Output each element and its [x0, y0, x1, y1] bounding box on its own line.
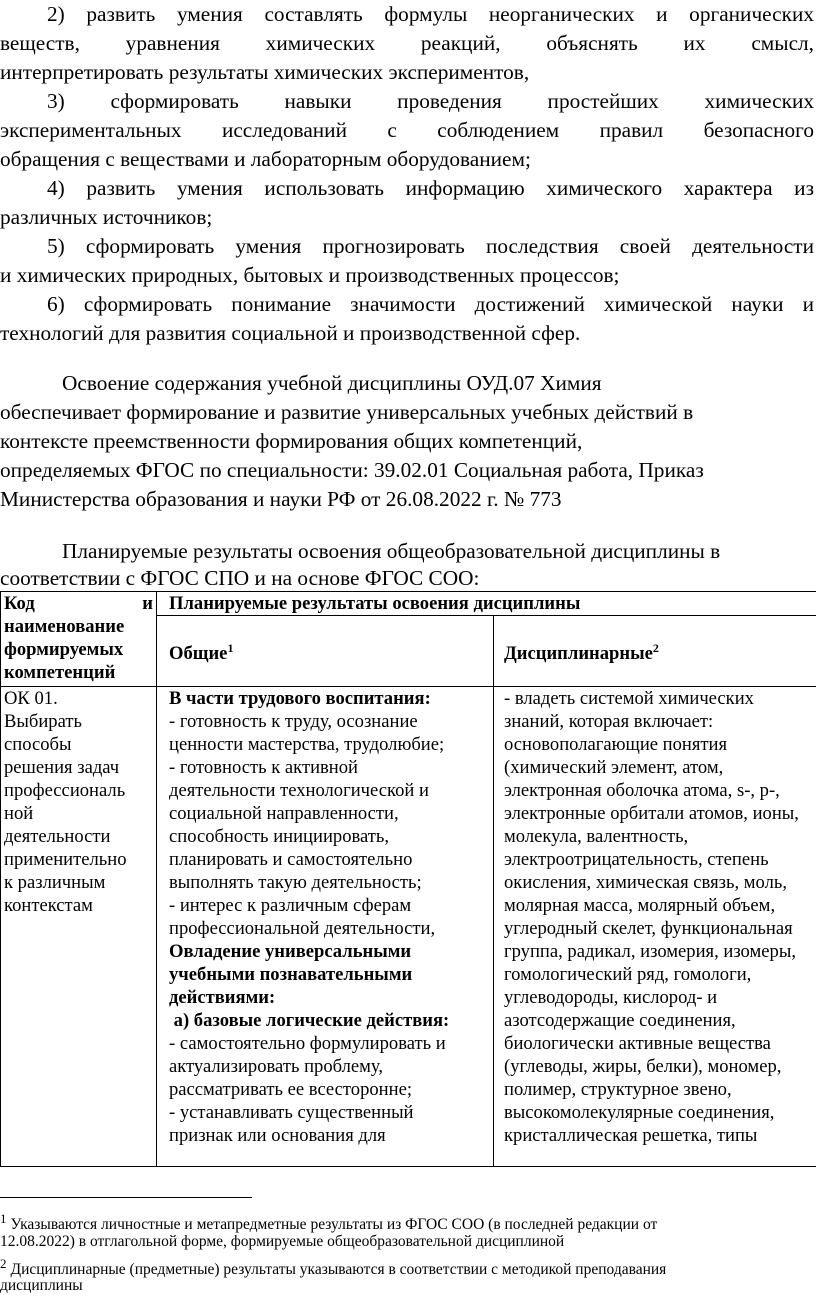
competence-line: решения задач: [4, 757, 120, 778]
goal-line: 2) развить умения составлять формулы неорганических и органических: [47, 2, 814, 26]
discipline-line: углеводороды, кислород- и: [504, 987, 718, 1008]
discipline-line: молярная масса, молярный объем,: [504, 895, 776, 916]
general-line: признак или основания для: [169, 1125, 386, 1146]
general-line: а) базовые логические действия:: [169, 1010, 450, 1031]
discipline-line: электронная оболочка атома, s-, p-,: [504, 780, 780, 801]
footnote-2-continuation: дисциплины: [0, 1277, 83, 1294]
competence-line: к различным: [4, 872, 106, 893]
footnote-2-number: 2: [0, 1256, 7, 1271]
general-line: планировать и самостоятельно: [169, 849, 413, 870]
competence-line: профессиональ: [4, 780, 126, 801]
general-line: профессиональной деятельности,: [169, 918, 436, 939]
footnote-1-number: 1: [0, 1211, 7, 1226]
discipline-header: Дисциплинарные: [504, 643, 653, 664]
discipline-line: знаний, которая включает:: [504, 711, 714, 732]
general-line: - интерес к различным сферам: [169, 895, 412, 916]
intro-line: обеспечивает формирование и развитие универсальных учебных действий в: [0, 400, 694, 424]
footnote-1-text: Указываются личностные и метапредметные результаты из ФГОС СОО (в последней редакции от: [10, 1216, 658, 1233]
competence-header-first-line: [4, 592, 153, 615]
discipline-line: основополагающие понятия: [504, 734, 728, 755]
general-line: способность инициировать,: [169, 826, 390, 847]
general-line: действиями:: [169, 987, 276, 1008]
intro-line: определяемых ФГОС по специальности: 39.02.01 Социальная работа, Приказ: [0, 458, 704, 482]
discipline-results-cell: [494, 687, 816, 1167]
goal-line: веществ, уравнения химических реакций, объяснять их смысл,: [0, 31, 814, 55]
goal-line: 5) сформировать умения прогнозировать последствия своей деятельности: [47, 234, 814, 258]
footnote-ref-2: 2: [652, 641, 659, 655]
intro-line: Министерства образования и науки РФ от 26.08.2022 г. № 773: [0, 487, 562, 511]
discipline-line: кристаллическая решетка, типы: [504, 1125, 758, 1146]
competence-line: применительно: [4, 849, 127, 870]
discipline-header-cell: [494, 616, 816, 687]
general-header: Общие: [169, 643, 228, 664]
goal-line: обращения с веществами и лабораторным оборудованием;: [0, 147, 531, 171]
results-table: [0, 591, 816, 1167]
general-results-cell: [157, 687, 494, 1167]
competence-line: способы: [4, 734, 72, 755]
discipline-line: группа, радикал, изомерия, изомеры,: [504, 941, 796, 962]
competence-header-word: и: [142, 593, 153, 614]
goal-line: экспериментальных исследований с соблюдением правил безопасного: [0, 118, 814, 142]
footnote-separator: [0, 1197, 252, 1198]
competence-line: контекстам: [4, 895, 93, 916]
intro-line: контексте преемственности формирования общих компетенций,: [0, 429, 583, 453]
discipline-line: биологически активные вещества: [504, 1033, 771, 1054]
general-line: учебными познавательными: [169, 964, 413, 985]
general-line: - самостоятельно формулировать и: [169, 1033, 446, 1054]
goal-line: интерпретировать результаты химических экспериментов,: [0, 60, 530, 84]
competence-header-line: компетенций: [4, 662, 116, 683]
results-header: Планируемые результаты освоения дисциплины: [169, 593, 581, 614]
general-line: Овладение универсальными: [169, 941, 412, 962]
intro-line: Освоение содержания учебной дисциплины ОУД.07 Химия: [62, 371, 602, 395]
discipline-line: азотсодержащие соединения,: [504, 1010, 736, 1031]
footnote-1-continuation: 12.08.2022) в отглагольной форме, формируемые общеобразовательной дисциплиной: [0, 1233, 565, 1250]
general-line: - устанавливать существенный: [169, 1102, 414, 1123]
goal-line: 3) сформировать навыки проведения простейших химических: [47, 89, 814, 113]
discipline-line: полимер, структурное звено,: [504, 1079, 732, 1100]
footnote-2-line: [0, 1254, 666, 1279]
discipline-line: электроотрицательность, степень: [504, 849, 769, 870]
results-header-cell: [157, 592, 816, 616]
discipline-line: молекула, валентность,: [504, 826, 689, 847]
general-line: выполнять такую деятельность;: [169, 872, 422, 893]
competence-line: ОК 01.: [4, 688, 58, 709]
discipline-line: (углеводы, жиры, белки), мономер,: [504, 1056, 782, 1077]
discipline-line: углеродный скелет, функциональная: [504, 918, 793, 939]
general-line: - готовность к активной: [169, 757, 359, 778]
competence-header-line: формируемых: [4, 639, 124, 660]
footnote-1-line: [0, 1209, 657, 1234]
goal-line: и химических природных, бытовых и производственных процессов;: [0, 263, 620, 287]
discipline-line: электронные орбитали атомов, ионы,: [504, 803, 799, 824]
goal-line: технологий для развития социальной и производственной сфер.: [0, 321, 581, 345]
general-line: деятельности технологической и: [169, 780, 429, 801]
discipline-line: гомологический ряд, гомологи,: [504, 964, 752, 985]
discipline-line: - владеть системой химических: [504, 688, 754, 709]
competence-cell: [1, 687, 157, 1167]
planned-line: соответствии с ФГОС СПО и на основе ФГОС СОО:: [0, 566, 480, 590]
competence-line: деятельности: [4, 826, 111, 847]
competence-header-line: наименование: [4, 616, 125, 637]
competence-header-word: Код: [4, 593, 35, 614]
general-line: рассматривать ее всесторонне;: [169, 1079, 412, 1100]
footnote-ref-1: 1: [227, 641, 234, 655]
general-line: актуализировать проблему,: [169, 1056, 383, 1077]
goal-line: 6) сформировать понимание значимости достижений химической науки и: [47, 292, 814, 316]
competence-line: ной: [4, 803, 34, 824]
general-line: В части трудового воспитания:: [169, 688, 431, 709]
general-line: социальной направленности,: [169, 803, 399, 824]
footnote-2-text: Дисциплинарные (предметные) результаты указываются в соответствии с методикой преподавания: [10, 1261, 667, 1278]
competence-line: Выбирать: [4, 711, 82, 732]
goal-line: 4) развить умения использовать информацию химического характера из: [47, 176, 814, 200]
discipline-line: высокомолекулярные соединения,: [504, 1102, 775, 1123]
general-header-cell: [157, 616, 494, 687]
discipline-line: окисления, химическая связь, моль,: [504, 872, 787, 893]
general-line: - готовность к труду, осознание: [169, 711, 418, 732]
competence-header-cell: [1, 592, 157, 687]
general-line: ценности мастерства, трудолюбие;: [169, 734, 445, 755]
goal-line: различных источников;: [0, 205, 213, 229]
discipline-line: (химический элемент, атом,: [504, 757, 724, 778]
planned-line: Планируемые результаты освоения общеобразовательной дисциплины в: [62, 539, 721, 563]
